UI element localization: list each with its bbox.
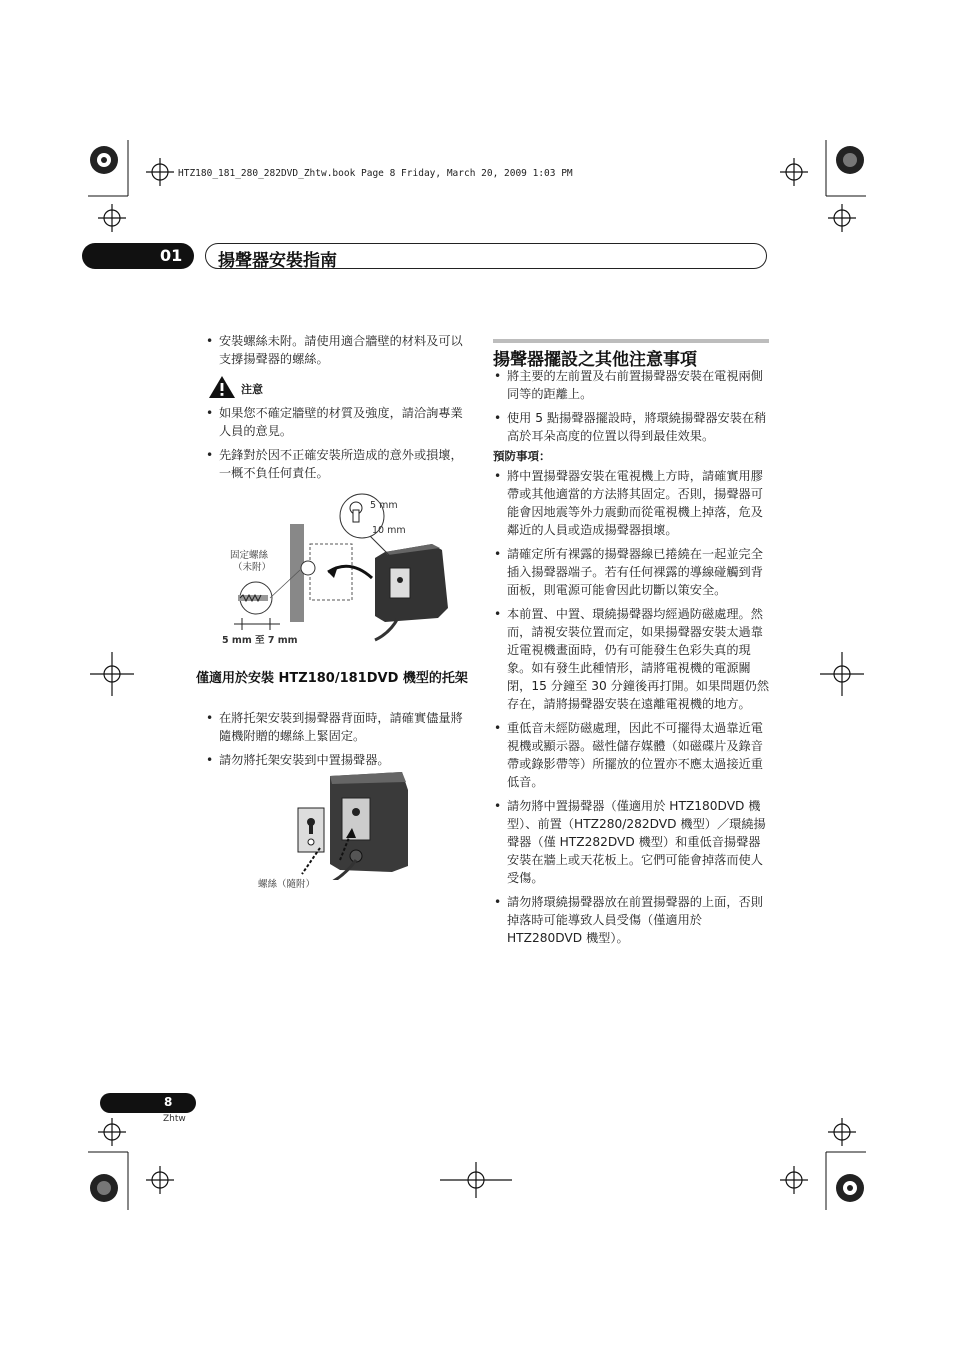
chapter-title: 揚聲器安裝指南 xyxy=(218,251,337,271)
list-item: • 將中置揚聲器安裝在電視機上方時，請確實用膠帶或其他適當的方法將其固定。否則，揚聲器可能會因地震等外力震動而從電視機上掉落，危及鄰近的人員或造成揚聲器損壞。 xyxy=(493,467,769,539)
warning-triangle-icon xyxy=(208,375,236,399)
screw-head-icon xyxy=(301,561,315,575)
page-number-pill xyxy=(100,1093,196,1113)
speaker-bracket-slot xyxy=(342,798,370,840)
list-item: • 請確定所有裸露的揚聲器線已捲繞在一起並完全插入揚聲器端子。若有任何裸露的導線碰觸到背面板，則電源可能會因此切斷以策安全。 xyxy=(493,545,769,599)
intro-bullet-list xyxy=(205,332,473,374)
list-item: • 使用 5 點揚聲器擺設時，將環繞揚聲器安裝在稍高於耳朵高度的位置以得到最佳效果。 xyxy=(493,409,769,445)
speaker-body xyxy=(375,544,448,622)
chapter-number: 01 xyxy=(160,246,183,265)
bracket-bullet-list xyxy=(205,709,473,775)
list-item: • 先鋒對於因不正確安裝所造成的意外或損壞，一概不負任何責任。 xyxy=(205,446,473,482)
screw-label-note: （未附） xyxy=(233,562,272,573)
list-item: • 在將托架安裝到揚聲器背面時，請確實儘量將隨機附贈的螺絲上緊固定。 xyxy=(205,709,473,745)
list-item: • 本前置、中置、環繞揚聲器均經過防磁處理。然而，請視安裝位置而定，如果揚聲器安裝太過靠近電視機畫面時，仍有可能發生色彩失真的現象。如有發生此種情形，請將電視機的電源關閉，15 分鐘至 30 分鐘後再打開。如果問題仍然存在，請將揚聲器安裝在遠離電視機的地方。 xyxy=(493,605,769,713)
section-title: 揚聲器擺設之其他注意事項 xyxy=(493,350,697,370)
registration-rosette-icon xyxy=(836,146,864,174)
bracket-subtitle-prefix: 僅適用於安裝 xyxy=(196,671,279,686)
list-item: • 如果您不確定牆壁的材質及強度，請洽詢專業人員的意見。 xyxy=(205,404,473,440)
list-item: • 將主要的左前置及右前置揚聲器安裝在電視兩側同等的距離上。 xyxy=(493,367,769,403)
list-item: • 請勿將環繞揚聲器放在前置揚聲器的上面，否則掉落時可能導致人員受傷（僅適用於 HTZ280DVD 機型）。 xyxy=(493,893,769,947)
list-item: • 安裝螺絲未附。請使用適合牆壁的材料及可以支撐揚聲器的螺絲。 xyxy=(205,332,473,368)
caution-label: 注意 xyxy=(241,383,263,396)
placement-bullet-list xyxy=(493,367,769,451)
dim-5mm-label: 5 mm xyxy=(370,500,398,511)
caution-bullet-list xyxy=(205,404,473,488)
dim-10mm-label: 10 mm xyxy=(372,525,406,536)
bracket-subtitle-suffix: 機型的托架 xyxy=(398,671,468,686)
screw-length-range-label: 5 mm 至 7 mm xyxy=(222,635,298,646)
registration-rosette-icon xyxy=(836,1174,864,1202)
page-number: 8 xyxy=(164,1095,173,1109)
page-language: Zhtw xyxy=(163,1114,186,1124)
section-rule xyxy=(493,339,769,343)
bracket-subtitle xyxy=(196,669,476,688)
precautions-heading: 預防事項： xyxy=(493,449,551,463)
bracket-figure xyxy=(280,770,420,880)
precautions-bullet-list xyxy=(493,467,769,953)
list-item: • 請勿將托架安裝到中置揚聲器。 xyxy=(205,751,473,769)
registration-rosette-icon xyxy=(90,1174,118,1202)
screw-label: 固定螺絲 xyxy=(230,550,269,561)
bracket-screw-label: 螺絲（隨附） xyxy=(258,879,316,890)
bracket-subtitle-model: HTZ180/181DVD xyxy=(278,671,399,686)
list-item: • 重低音未經防磁處理，因此不可擺得太過靠近電視機或顯示器。磁性儲存媒體（如磁碟片及錄音帶或錄影帶等）所擺放的位置亦不應太過接近重低音。 xyxy=(493,719,769,791)
book-info-line: HTZ180_181_280_282DVD_Zhtw.book Page 8 Friday, March 20, 2009 1:03 PM xyxy=(178,168,573,179)
list-item: • 請勿將中置揚聲器（僅適用於 HTZ180DVD 機型）、前置（HTZ280/282DVD 機型）／環繞揚聲器（僅 HTZ282DVD 機型）和重低音揚聲器安裝在牆上或天花板上。它們可能會掉落而使人受傷。 xyxy=(493,797,769,887)
registration-rosette-icon xyxy=(90,146,118,174)
